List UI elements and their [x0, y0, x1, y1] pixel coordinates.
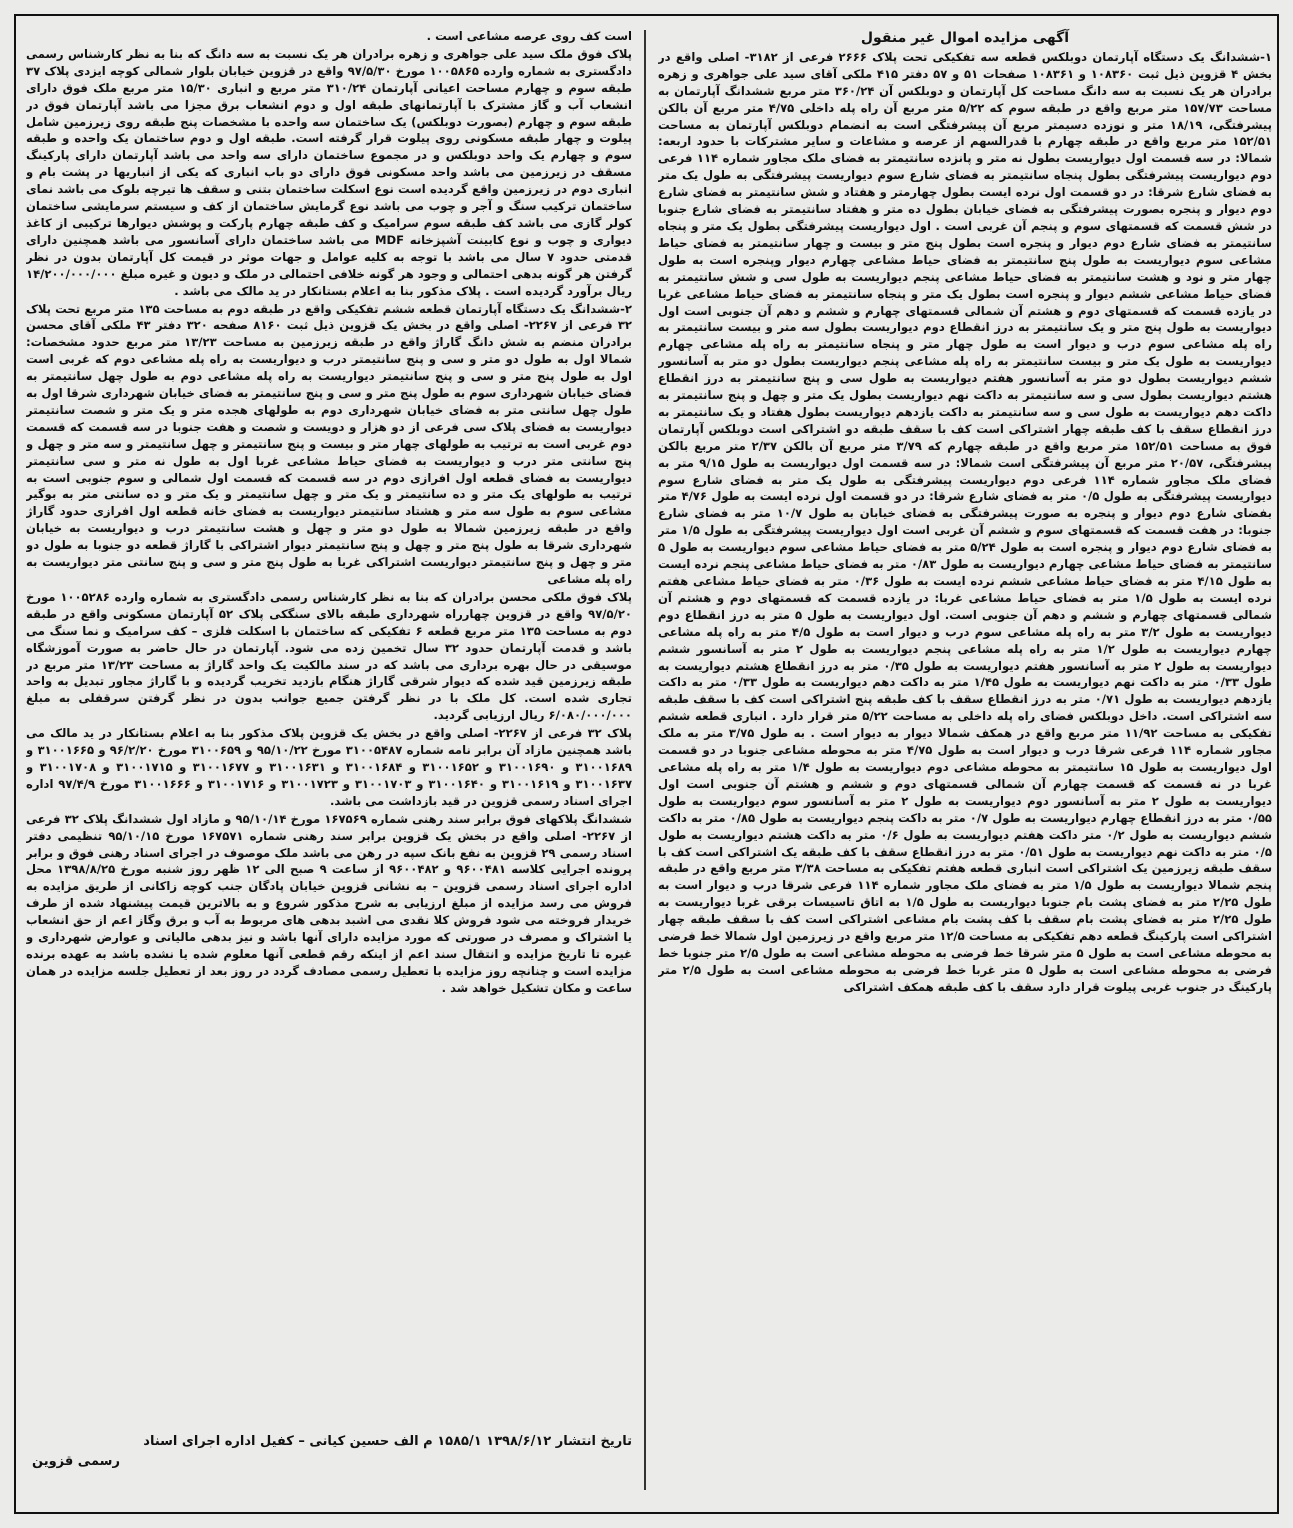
continuation-line: است کف روی عرصه مشاعی است .: [426, 29, 632, 43]
item-1-description: ۱-ششدانگ یک دستگاه آپارتمان دوبلکس قطعه سه تفکیکی تحت پلاک ۲۶۶۶ فرعی از ۳۱۸۲- اصلی واقع در بخش ۴ قزوین ذیل ثبت ۱۰۸۳۶۰ و ۱۰۸۳۶۱ صفحات ۵۱ و ۵۷ دفتر ۴۱۵ ملکی آقای سید علی جواهری و زهره برادران هر یک نسبت به سه دانگ مساحت کل آپارتمان و دوبلکس آن ۳۶۰/۲۴ متر مربع ششدانگ آپارتمان به مساحت ۱۵۷/۷۳ متر مربع واقع در طبقه سوم که ۵/۲۲ متر مربع آن راه پله داخلی ۴/۷۵ متر مربع آن بالکن پیشرفتگی، ۱۸/۱۹ متر و نوزده دسیمتر مربع آن پیشرفتگی است به انضمام دوبلکس آپارتمان به مساحت ۱۵۲/۵۱ متر مربع واقع در طبقه چهارم با قدرالسهم از عرصه و مشاعات و سایر مشترکات با حدود اربعه: شمالا: در سه قسمت اول دیواریست بطول نه متر و پانزده سانتیمتر به فضای ملک مجاور شماره ۱۱۴ فرعی دوم دیواریست پیشرفتگی بطول پنجاه سانتیمتر به فضای شارع سوم دیواریست پیشرفتگی به طول یک متر به فضای شارع شرقا: در دو قسمت اول نرده ایست بطول چهارمتر و هفتاد و شش سانتیمتر به فضای شارع دوم دیوار و پنجره بصورت پیشرفتگی به فضای خیابان بطول ده متر و هفتاد سانتیمتر به فضای شارع جنوبا در شش قسمت که قسمتهای سوم و پنجم آن غربی است . اول دیواریست پیشرفتگی بطول یک متر و پنجاه سانتیمتر به فضای شارع دوم دیوار و پنجره است بطول پنج متر و بیست و چهار سانتیمتر به فضای حیاط مشاعی سوم دیواریست به طول پنج سانتیمتر به فضای حیاط مشاعی چهارم دیوار وپنجره است به طول چهار متر و نود و هشت سانتیمتر به فضای حیاط مشاعی پنجم دیواریست به طول سی و شش سانتیمتر به فضای حیاط مشاعی ششم دیوار و پنجره است بطول یک متر و پنجاه سانتیمتر به فضای حیاط مشاعی غربا در یازده قسمت که قسمتهای دوم و هشتم آن شمالی قسمتهای چهارم و ششم و دهم آن جنوبی است اول دیواریست به طول پنج متر و یک سانتیمتر به درز انقطاع دوم دیواریست بطول سه متر و بیست سانتیمتر به راه پله مشاعی سوم درب و دیوار است به طول چهار متر و پنجاه سانتیمتر به راه پله مشاعی چهارم دیواریست به طول یک متر و بیست سانتیمتر به راه پله مشاعی پنجم دیواریست بطول دو متر به آسانسور ششم دیواریست بطول دو متر به آسانسور هفتم دیواریست به طول سی و پنج سانتیمتر به درز انقطاع هشتم دیواریست بطول سی و سه سانتیمتر به داکت نهم دیواریست بطول یک متر و چهل و پنج سانتیمتر به داکت دهم دیواریست به طول سی و سه سانتیمتر به داکت یازدهم دیواریست بطول هفتاد و یک سانتیمتر به درز انقطاع سقف با کف طبقه چهار اشتراکی است کف با سقف طبقه دو اشتراکی است دوبلکس آپارتمان فوق به مساحت ۱۵۲/۵۱ متر مربع واقع در طبقه چهارم که ۳/۷۹ متر مربع آن بالکن ۲/۳۷ متر مربع بالکن پیشرفتگی، ۲۰/۵۷ متر مربع آن پیشرفتگی است شمالا: در سه قسمت اول دیواریست به طول ۹/۱۵ متر به فضای ملک مجاور شماره ۱۱۴ فرعی دوم دیواریست پیشرفتگی به طول یک متر به فضای شارع سوم دیواریست پیشرفتگی به طول ۰/۵ متر به فضای شارع شرقا: در دو قسمت اول نرده ایست به طول ۴/۷۶ متر بفضای شارع دوم دیوار و پنجره به صورت پیشرفتگی به فضای خیابان به طول ۱۰/۷ متر به فضای شارع جنوبا: در هفت قسمت که قسمتهای سوم و ششم آن غربی است اول دیواریست پیشرفتگی به طول ۱/۵ متر به فضای شارع دوم دیوار و پنجره است به طول ۵/۲۴ متر به فضای حیاط مشاعی سوم دیواریست به طول ۵ سانتیمتر به فضای حیاط مشاعی چهارم دیواریست به طول ۰/۸۳ متر به فضای حیاط مشاعی پنجم نرده ایست به طول ۴/۱۵ متر به فضای حیاط مشاعی ششم نرده ایست به طول ۰/۳۶ متر به فضای حیاط مشاعی هفتم نرده ایست به طول ۱/۵ متر به فضای حیاط مشاعی غربا: در یازده قسمت که قسمتهای دوم و هشتم آن شمالی قسمتهای چهارم و ششم و دهم آن جنوبی است. اول دیواریست به طول ۵ متر به درز انقطاع دوم دیواریست به طول ۳/۲ متر به راه پله مشاعی سوم درب و دیوار است به طول ۴/۵ متر به راه پله مشاعی چهارم دیواریست به طول ۱/۲ متر به راه پله مشاعی پنجم دیواریست به طول ۲ متر به آسانسور ششم دیواریست به طول ۲ متر به آسانسور هفتم دیواریست به طول ۰/۳۵ متر به درز انقطاع هشتم دیواریست به طول ۰/۳۳ متر به داکت نهم دیواریست به طول ۱/۴۵ متر به داکت دهم دیواریست به طول ۰/۳۳ متر به داکت یازدهم دیواریست به طول ۰/۷۱ متر به درز انقطاع سقف با کف طبقه پنج اشتراکی است کف با سقف طبقه سه اشتراکی است. داخل دوبلکس فضای راه پله داخلی به مساحت ۵/۲۲ متر قرار دارد . انباری قطعه ششم تفکیکی به مساحت ۱۱/۹۲ متر مربع واقع در همکف شمالا دیوار به دیوار است . به طول ۳/۷۵ متر به ملک مجاور شماره ۱۱۴ فرعی شرقا درب و دیوار است به طول ۴/۷۵ متر به محوطه مشاعی جنوبا در دو قسمت اول دیواریست به طول ۱۵ سانتیمتر به محوطه مشاعی دوم دیواریست به طول ۱/۴ متر به راه پله مشاعی غربا در نه قسمت که قسمت چهارم آن شمالی قسمتهای دوم و ششم و هشتم آن جنوبی است اول دیواریست به طول ۲ متر به آسانسور دوم دیواریست به طول ۲ متر به آسانسور سوم دیواریست به طول ۰/۵۵ متر به درز انقطاع چهارم دیواریست به طول ۰/۷ متر به داکت پنجم دیواریست به طول ۰/۸۵ متر به داکت ششم دیواریست به طول ۰/۲ متر داکت هفتم دیواریست به طول ۰/۶ متر به داکت هشتم دیواریست به طول ۰/۵ متر به داکت نهم دیواریست به طول ۰/۵۱ متر به درز انقطاع سقف با کف طبقه یک اشتراکی است کف با سقف طبقه زیرزمین یک اشتراکی است انباری قطعه هفتم تفکیکی به مساحت ۳/۳۸ متر مربع واقع در طبقه پنجم شمالا دیواریست به طول ۱/۵ متر به فضای ملک مجاور شماره ۱۱۴ فرعی شرقا درب و دیوار است به طول ۲/۲۵ متر به فضای پشت بام جنوبا دیواریست به طول ۱/۵ به اتاق تاسیسات برقی غربا دیواریست به طول ۲/۲۵ متر به فضای پشت بام سقف با کف پشت بام مشاعی اشتراکی است کف با سقف طبقه چهار اشتراکی است پارکینگ قطعه دهم تفکیکی به مساحت ۱۲/۵ متر مربع واقع در زیرزمین اول شمالا خط فرضی به محوطه مشاعی است به طول ۵ متر شرقا خط فرضی به محوطه مشاعی است به طول ۲/۵ متر جنوبا خط فرضی به محوطه مشاعی است به طول ۵ متر غربا خط فرضی به محوطه مشاعی است به طول ۲/۵ متر پارکینگ در جنوب غربی پیلوت قرار دارد سقف با کف طبقه همکف اشتراکی: [658, 49, 1272, 994]
seizure-notice: پلاک ۳۲ فرعی از ۲۲۶۷- اصلی واقع در بخش یک قزوین پلاک مذکور بنا به اعلام بستانکار در ید مالک می باشد همچنین مازاد آن برابر نامه شماره ۳۱۰۰۵۴۸۷ مورخ ۹۵/۱۰/۲۲ و ۳۱۰۰۶۵۹ مورخ ۹۶/۲/۲۰ و ۳۱۰۰۱۶۶۵ و ۳۱۰۰۱۶۸۹ و ۳۱۰۰۱۶۹۰ و ۳۱۰۰۱۶۵۲ و ۳۱۰۰۱۶۸۴ و ۳۱۰۰۱۶۳۱ و ۳۱۰۰۱۶۷۷ و ۳۱۰۰۱۷۱۵ و ۳۱۰۰۱۷۰۸ و ۳۱۰۰۱۶۳۷ و ۳۱۰۰۱۶۱۹ و ۳۱۰۰۱۶۴۰ و ۳۱۰۰۱۷۰۳ و ۳۱۰۰۱۷۲۳ و ۳۱۰۰۱۷۱۶ و ۳۱۰۰۱۶۶۶ مورخ ۹۷/۴/۹ اداره اجرای اسناد رسمی قزوین در قید بازداشت می باشد.: [26, 726, 632, 808]
right-column: [658, 28, 1272, 1510]
ad-title: آگهی مزایده اموال غیر منقول: [860, 30, 1070, 46]
item-2-appraisal: پلاک فوق ملکی محسن برادران که بنا به نظر کارشناس رسمی دادگستری به شماره وارده ۱۰۰۵۲۸۶ مورخ ۹۷/۵/۲۰ واقع در قزوین چهارراه شهرداری طبقه بالای سنگکی پلاک ۵۲ آپارتمان مسکونی واقع در طبقه دوم به مساحت ۱۳۵ متر مربع قطعه ۶ تفکیکی که ساختمان با اسکلت فلزی – کف سرامیک و نما سنگ می باشد و قدمت آپارتمان حدود ۳۲ سال تخمین زده می شود. آپارتمان در حال حاضر به صورت آموزشگاه موسیقی در حال بهره برداری می باشد که در سند مالکیت یک واحد گاراژ به مساحت ۱۳/۲۳ متر مربع در طبقه زیرزمین قید شده که دیوار شرقی گاراژ هنگام بازدید تخریب گردیده و با گاراژ مجاور تبدیل به واحد تجاری شده است. کل ملک با در نظر گرفتن جمیع جوانب بدون در نظر گرفتن سرقفلی به مبلغ ۶/۰۸۰/۰۰۰/۰۰۰ ریال ارزیابی گردید.: [26, 589, 632, 723]
publication-signature: تاریخ انتشار ۱۳۹۸/۶/۱۲ ۱۵۸۵/۱ م الف حسین کیانی – کفیل اداره اجرای اسناد: [143, 1434, 632, 1449]
issuing-office: رسمی قزوین: [32, 1454, 120, 1469]
ad-footer: [26, 1432, 632, 1472]
item-2-description: ۲-ششدانگ یک دستگاه آپارتمان قطعه ششم تفکیکی واقع در طبقه دوم به مساحت ۱۳۵ متر مربع تحت پلاک ۳۲ فرعی از ۲۲۶۷- اصلی واقع در بخش یک قزوین ذیل ثبت ۸۱۶۰ صفحه ۳۲۰ دفتر ۴۳ ملکی آقای محسن برادران منضم به شش دانگ گاراژ واقع در طبقه زیرزمین به مساحت ۱۳/۲۳ متر مربع حدود مشخصات: شمالا اول به طول دو متر و سی و پنج سانتیمتر درب و دیواریست به راه پله مشاعی دوم که غربی است اول به طول پنج متر و سی و پنج سانتیمتر دیواریست به راه پله مشاعی دوم به طول چهل سانتیمتر به فضای خیابان شهرداری سوم به طول پنج متر و سی و پنج سانتیمتر به فضای خیابان شهرداری شرقا اول به طول چهل سانتی متر به فضای خیابان شهرداری دوم به طولهای هجده متر و یک متر و شصت سانتیمتر دیواریست به فضای پلاک سی فرعی از دو هزار و دویست و شصت و هفت جنوبا در سه قسمت که قسمت دوم غربی است به ترتیب به طولهای چهار متر و بیست و پنج سانتیمتر و چهل سانتیمتر و سه متر و چهل و پنج سانتی متر درب و دیواریست به فضای حیاط مشاعی غربا اول به طول نه متر و سی سانتیمتر دیواریست به فضای قطعه اول افرازی دوم در سه قسمت که قسمت اول شمالی و سوم جنوبی است به ترتیب به طولهای یک متر و ده سانتیمتر و یک متر و چهل سانتیمتر و یک متر و ده سانتی متر به بوگیر مشاعی سوم به طول سه متر و هشتاد سانتیمتر دیواریست به فضای خانه قطعه اول افرازی حدود گاراژ واقع در طبقه زیرزمین شمالا به طول دو متر و چهل و هشت سانتیمتر درب و دیواریست به خیابان شهرداری شرقا به طول پنج متر و چهل و پنج سانتیمتر دیوار اشتراکی با گاراژ قطعه دو جنوبا به طول دو متر و چهل و پنج سانتیمتر دیواریست اشتراکی غربا به طول پنج متر و سی و پنج سانتی متر دیواریست به راه پله مشاعی: [26, 301, 632, 586]
left-column: [26, 28, 632, 1510]
column-divider: [644, 30, 646, 1490]
auction-terms: ششدانگ پلاکهای فوق برابر سند رهنی شماره ۱۶۷۵۶۹ مورخ ۹۵/۱۰/۱۴ و مازاد اول ششدانگ پلاک ۳۲ فرعی از ۲۲۶۷- اصلی واقع در بخش یک قزوین برابر سند رهنی شماره ۱۶۷۵۷۱ مورخ ۹۵/۱۰/۱۵ تنظیمی دفتر اسناد رسمی ۲۹ قزوین به نفع بانک سپه در رهن می باشد ملک موصوف در اجرای اسناد رهنی فوق و برابر پرونده اجرایی کلاسه ۹۶۰۰۴۸۱ و ۹۶۰۰۴۸۲ از ساعت ۹ صبح الی ۱۲ ظهر روز شنبه مورخ ۱۳۹۸/۸/۲۵ محل اداره اجرای اسناد رسمی قزوین – به نشانی قزوین خیابان پادگان جنب کوچه زاکانی از طریق مزایده به فروش می رسد مزایده از مبلغ ارزیابی به شرح مذکور شروع و به بالاترین قیمت پیشنهاد شده از طرف خریدار فروخته می شود فروش کلا نقدی می اشبد بدهی های مربوط به آب و برق وگاز اعم از حق انشعاب یا اشتراک و مصرف در صورتی که مورد مزایده دارای آنها باشد و نیز بدهی مالیاتی و عوارض شهرداری و غیره تا تاریخ مزایده و انتقال سند اعم از اینکه رقم قطعی آنها معلوم شده یا نشده باشد به عهده برنده مزایده است و چنانچه روز مزایده با تعطیل رسمی مصادف گردد در روز بعد از تعطیل جلسه مزایده در همان ساعت و مکان تشکیل خواهد شد .: [26, 811, 632, 995]
item-1-appraisal: پلاک فوق ملک سید علی جواهری و زهره برادران هر یک نسبت به سه دانگ که بنا به نظر کارشناس رسمی دادگستری به شماره وارده ۱۰۰۵۸۶۵ مورخ ۹۷/۵/۳۰ واقع در قزوین خیابان بلوار شمالی کوچه ایزدی پلاک ۳۷ طبقه سوم و چهارم مساحت اعیانی آپارتمان ۳۱۰/۲۴ متر مربع و انباری ۱۵/۳۰ متر مربع ملک فوق دارای انشعاب آب و گاز مشترک با آپارتمانهای طبقه اول و دوم انشعاب برق مجزا می باشد آپارتمان فوق در طبقه سوم و چهارم (بصورت دوبلکس) یک ساختمان سه واحده با مشخصات پنج طبقه روی زیرزمین شامل پیلوت و چهار طبقه مسکونی روی پیلوت قرار گرفته است. طبقه اول و دوم ساختمان یک واحده و طبقه سوم و چهارم یک واحد دوبلکس و در مجموع ساختمان دارای سه واحد می باشد آپارتمان دارای پارکینگ مسقف در زیرزمین می باشد واحد مسکونی فوق دارای دو باب انباری که یکی از انباریها در پشت بام و انباری دوم در زیرزمین واقع گردیده است نوع اسکلت ساختمان بتنی و سقف ها تیرچه بلوک می باشد نمای ساختمان ترکیب سنگ و آجر و چوب می باشد نوع گرمایش ساختمان از کف و سیستم سرمایشی ساختمان کولر گازی می باشد کف طبقه سوم سرامیک و کف طبقه چهارم پارکت و پوشش دیوارها ترکیبی از کاغذ دیواری و چوب و نوع کابینت آشپزخانه MDF می باشد ساختمان دارای آسانسور می باشد همچنین دارای قدمتی حدود ۷ سال می باشد با توجه به کلیه عوامل و جهات موثر در قیمت کل آپارتمان بدون در نظر گرفتن هر گونه بدهی احتمالی و وجود هر گونه خلافی احتمالی در ملک و دیون و غیره مبلغ ۱۴/۲۰۰/۰۰۰/۰۰۰ ریال برآورد گردیده است . پلاک مذکور بنا به اعلام بستانکار در ید مالک می باشد .: [26, 46, 632, 298]
